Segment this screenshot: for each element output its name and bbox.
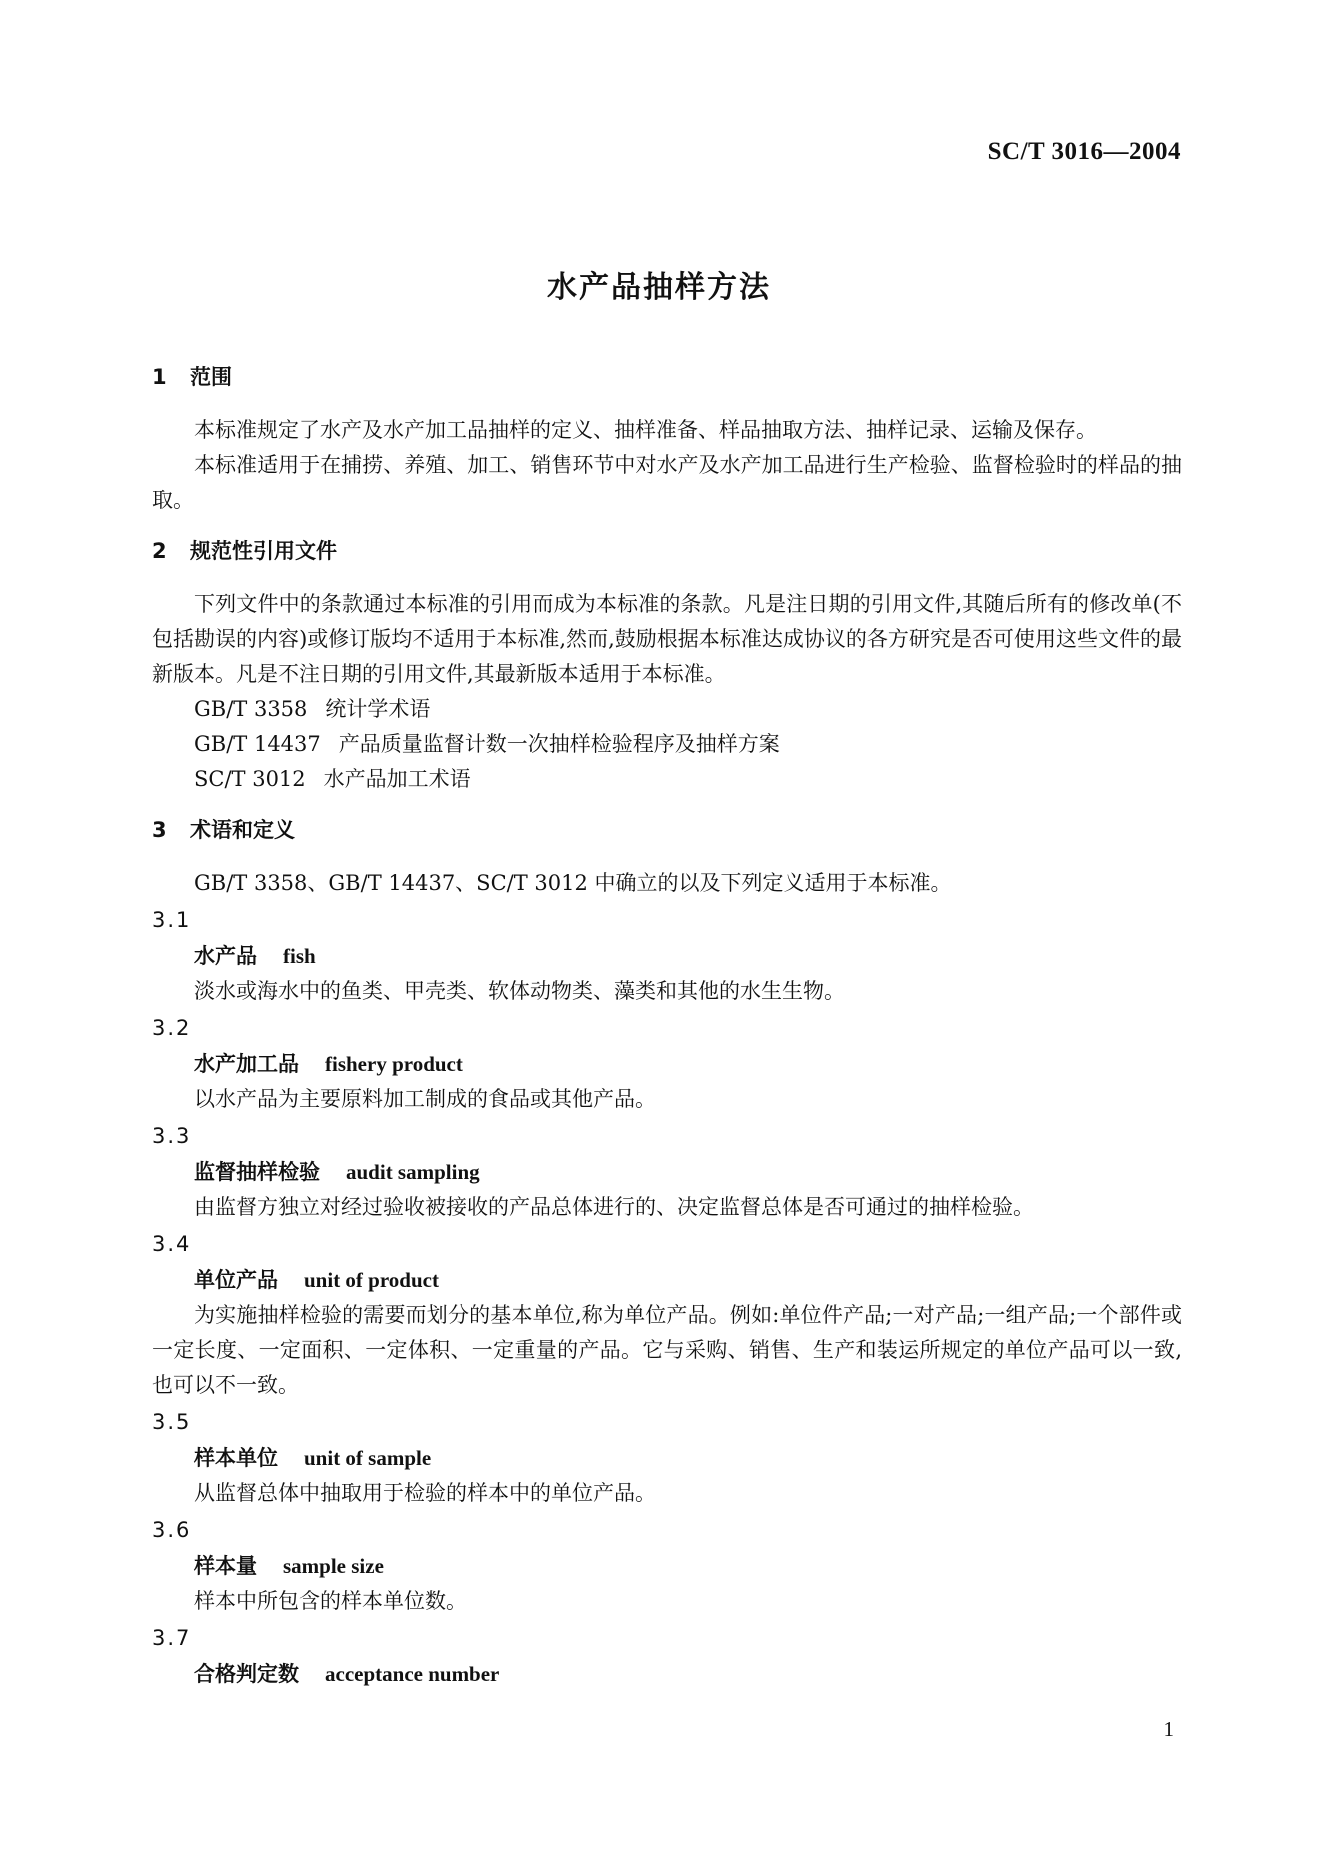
section-number: 3 bbox=[152, 818, 167, 842]
term-en: fishery product bbox=[325, 1052, 463, 1076]
reference-item bbox=[194, 727, 1182, 762]
document-code: SC/T 3016—2004 bbox=[987, 138, 1181, 165]
term-definition: 淡水或海水中的鱼类、甲壳类、软体动物类、藻类和其他的水生生物。 bbox=[194, 979, 845, 1003]
term-en: acceptance number bbox=[325, 1662, 500, 1686]
reference-list bbox=[152, 692, 1182, 797]
term-number: 3.5 bbox=[152, 1410, 192, 1434]
term-zh: 样本量 bbox=[194, 1554, 257, 1578]
section-title: 规范性引用文件 bbox=[190, 539, 337, 563]
term-name bbox=[152, 1656, 1182, 1692]
reference-code: GB/T 3358 bbox=[194, 697, 308, 721]
section-number: 2 bbox=[152, 539, 167, 563]
reference-name: 产品质量监督计数一次抽样检验程序及抽样方案 bbox=[338, 732, 780, 756]
term-number: 3.3 bbox=[152, 1124, 192, 1148]
term-zh: 监督抽样检验 bbox=[194, 1160, 320, 1184]
term-definition: 为实施抽样检验的需要而划分的基本单位,称为单位产品。例如:单位件产品;一对产品;一组产品;一个部件或一定长度、一定面积、一定体积、一定重量的产品。它与采购、销售、生产和装运所规定的单位产品可以一致,也可以不一致。 bbox=[152, 1303, 1182, 1397]
term-en: unit of product bbox=[304, 1268, 439, 1292]
term-zh: 水产加工品 bbox=[194, 1052, 299, 1076]
reference-code: SC/T 3012 bbox=[194, 767, 306, 791]
section-heading-normative-references bbox=[152, 534, 1182, 569]
term-en: sample size bbox=[283, 1554, 384, 1578]
term-number: 3.7 bbox=[152, 1626, 192, 1650]
term-en: fish bbox=[283, 944, 316, 968]
term-en: audit sampling bbox=[346, 1160, 480, 1184]
term-definition: 样本中所包含的样本单位数。 bbox=[194, 1589, 467, 1613]
reference-name: 水产品加工术语 bbox=[323, 767, 471, 791]
paragraph: GB/T 3358、GB/T 14437、SC/T 3012 中确立的以及下列定义适用于本标准。 bbox=[194, 871, 952, 895]
term-zh: 合格判定数 bbox=[194, 1662, 299, 1686]
term-number: 3.1 bbox=[152, 908, 192, 932]
paragraph: 本标准规定了水产及水产加工品抽样的定义、抽样准备、样品抽取方法、抽样记录、运输及保存。 bbox=[194, 418, 1097, 442]
term-number: 3.2 bbox=[152, 1016, 192, 1040]
term-zh: 单位产品 bbox=[194, 1268, 278, 1292]
term-name bbox=[152, 1046, 1182, 1082]
term-name bbox=[152, 938, 1182, 974]
term-definition: 以水产品为主要原料加工制成的食品或其他产品。 bbox=[194, 1087, 656, 1111]
term-definition: 从监督总体中抽取用于检验的样本中的单位产品。 bbox=[194, 1481, 656, 1505]
section-heading-scope bbox=[152, 360, 1182, 395]
section-number: 1 bbox=[152, 365, 167, 389]
document-body bbox=[152, 360, 1182, 1692]
reference-item bbox=[194, 692, 1182, 727]
term-definition: 由监督方独立对经过验收被接收的产品总体进行的、决定监督总体是否可通过的抽样检验。 bbox=[194, 1195, 1034, 1219]
paragraph: 本标准适用于在捕捞、养殖、加工、销售环节中对水产及水产加工品进行生产检验、监督检验时的样品的抽取。 bbox=[152, 453, 1182, 512]
reference-item bbox=[194, 762, 1182, 797]
term-name bbox=[152, 1154, 1182, 1190]
term-name bbox=[152, 1262, 1182, 1298]
term-en: unit of sample bbox=[304, 1446, 432, 1470]
section-heading-terms bbox=[152, 813, 1182, 848]
section-title: 范围 bbox=[190, 365, 232, 389]
reference-code: GB/T 14437 bbox=[194, 732, 321, 756]
term-zh: 样本单位 bbox=[194, 1446, 278, 1470]
term-name bbox=[152, 1440, 1182, 1476]
term-name bbox=[152, 1548, 1182, 1584]
term-number: 3.4 bbox=[152, 1232, 192, 1256]
page-number: 1 bbox=[1163, 1717, 1174, 1741]
paragraph: 下列文件中的条款通过本标准的引用而成为本标准的条款。凡是注日期的引用文件,其随后所有的修改单(不包括勘误的内容)或修订版均不适用于本标准,然而,鼓励根据本标准达成协议的各方研究是否可使用这些文件的最新版本。凡是不注日期的引用文件,其最新版本适用于本标准。 bbox=[152, 592, 1182, 686]
section-title: 术语和定义 bbox=[190, 818, 295, 842]
term-zh: 水产品 bbox=[194, 944, 257, 968]
term-number: 3.6 bbox=[152, 1518, 192, 1542]
reference-name: 统计学术语 bbox=[325, 697, 431, 721]
document-title: 水产品抽样方法 bbox=[547, 270, 771, 305]
